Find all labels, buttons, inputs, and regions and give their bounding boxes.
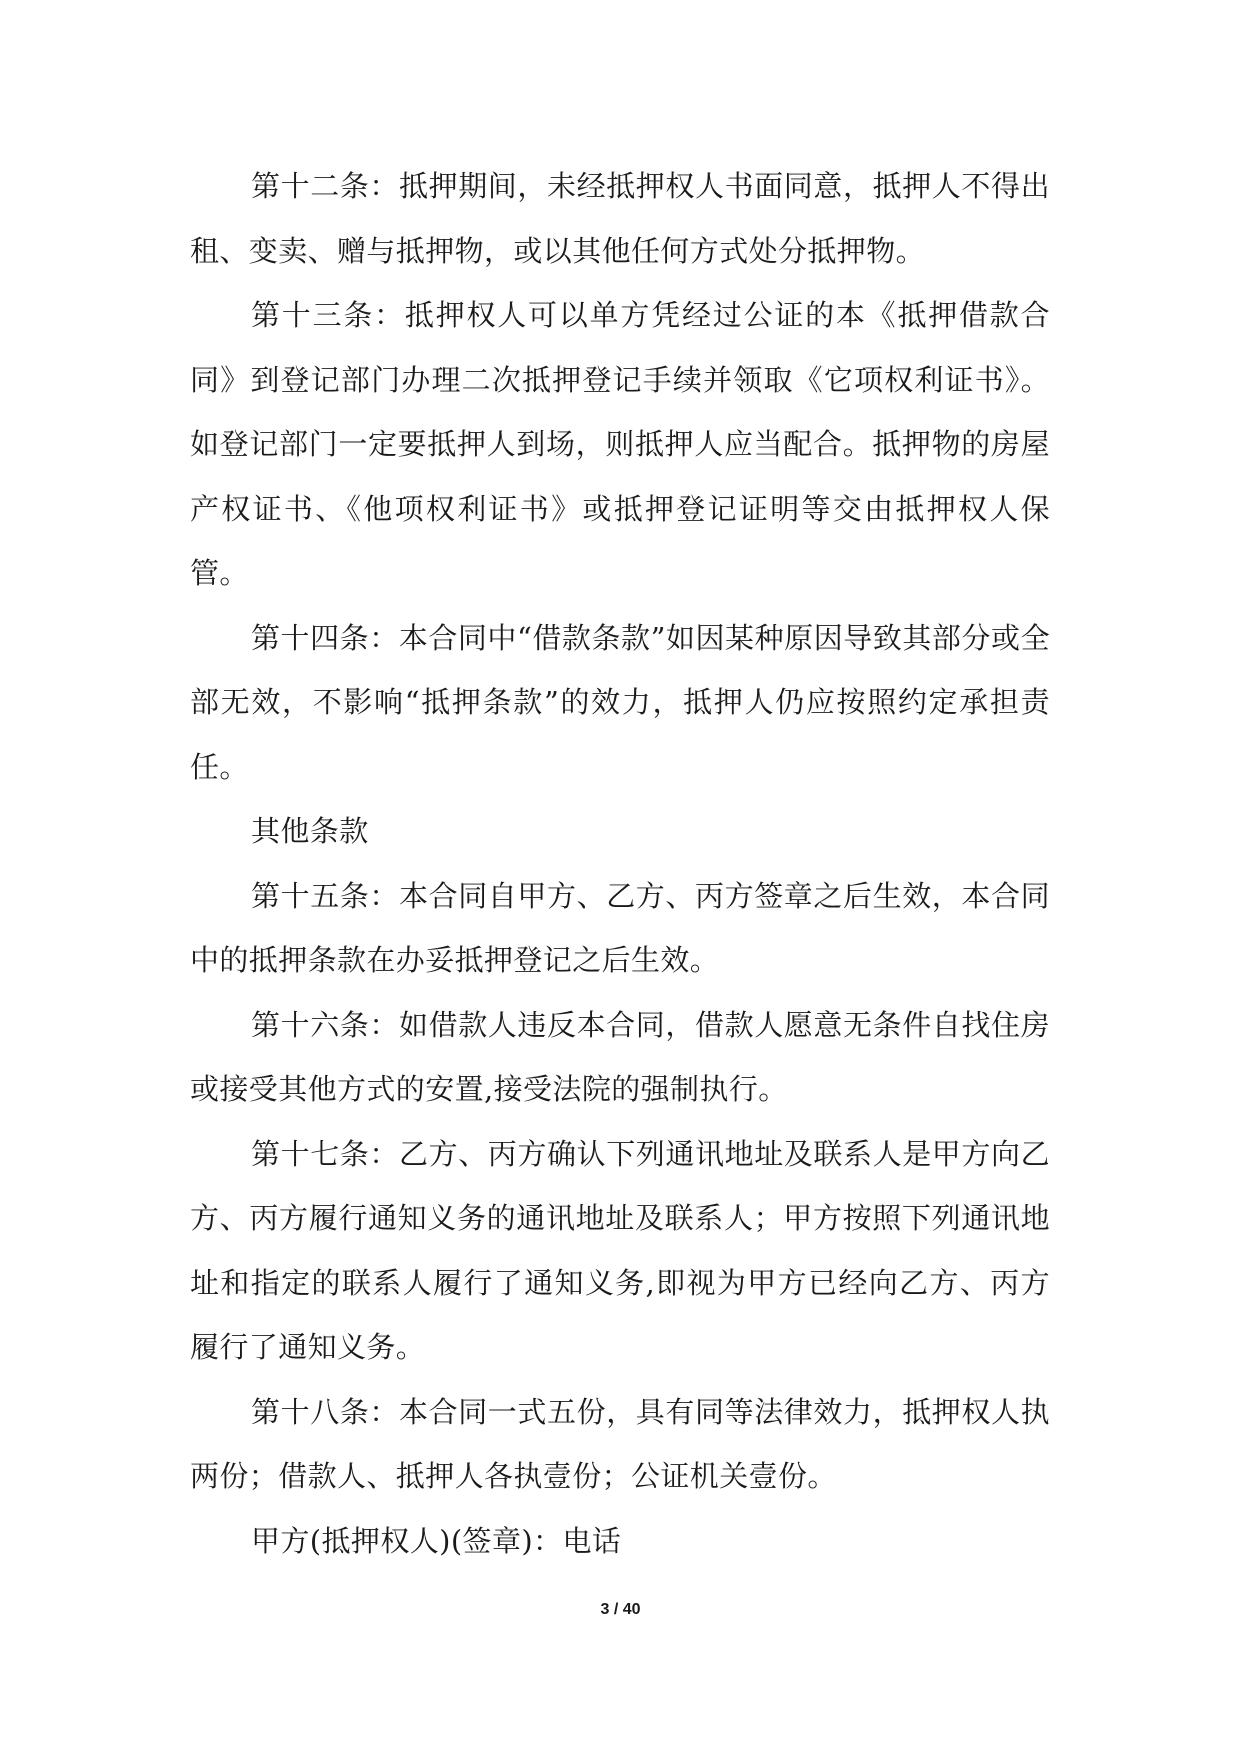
signature-line-party-a: 甲方(抵押权人)(签章)：电话 (251, 1523, 622, 1558)
page-number: 3 / 40 (600, 1601, 641, 1618)
document-body (190, 154, 1050, 1573)
clause-17: 第十七条：乙方、丙方确认下列通讯地址及联系人是甲方向乙方、丙方履行通知义务的通讯地址及联系人；甲方按照下列通讯地址和指定的联系人履行了通知义务,即视为甲方已经向乙方、丙方履行了通知义务。 (190, 1136, 1050, 1364)
section-heading-other-clauses: 其他条款 (251, 814, 369, 848)
clause-15: 第十五条：本合同自甲方、乙方、丙方签章之后生效，本合同中的抵押条款在办妥抵押登记之后生效。 (190, 878, 1050, 977)
clause-16: 第十六条：如借款人违反本合同，借款人愿意无条件自找住房或接受其他方式的安置,接受法院的强制执行。 (190, 1007, 1050, 1106)
clause-18: 第十八条：本合同一式五份，具有同等法律效力，抵押权人执两份；借款人、抵押人各执壹份；公证机关壹份。 (190, 1394, 1050, 1493)
clause-12: 第十二条：抵押期间，未经抵押权人书面同意，抵押人不得出租、变卖、赠与抵押物，或以其他任何方式处分抵押物。 (190, 169, 1050, 268)
clause-13: 第十三条：抵押权人可以单方凭经过公证的本《抵押借款合同》到登记部门办理二次抵押登记手续并领取《它项权利证书》。如登记部门一定要抵押人到场，则抵押人应当配合。抵押物的房屋产权证书、《他项权利证书》或抵押登记证明等交由抵押权人保管。 (190, 298, 1050, 590)
clause-14: 第十四条：本合同中“借款条款”如因某种原因导致其部分或全部无效，不影响“抵押条款”的效力，抵押人仍应按照约定承担责任。 (190, 620, 1050, 784)
